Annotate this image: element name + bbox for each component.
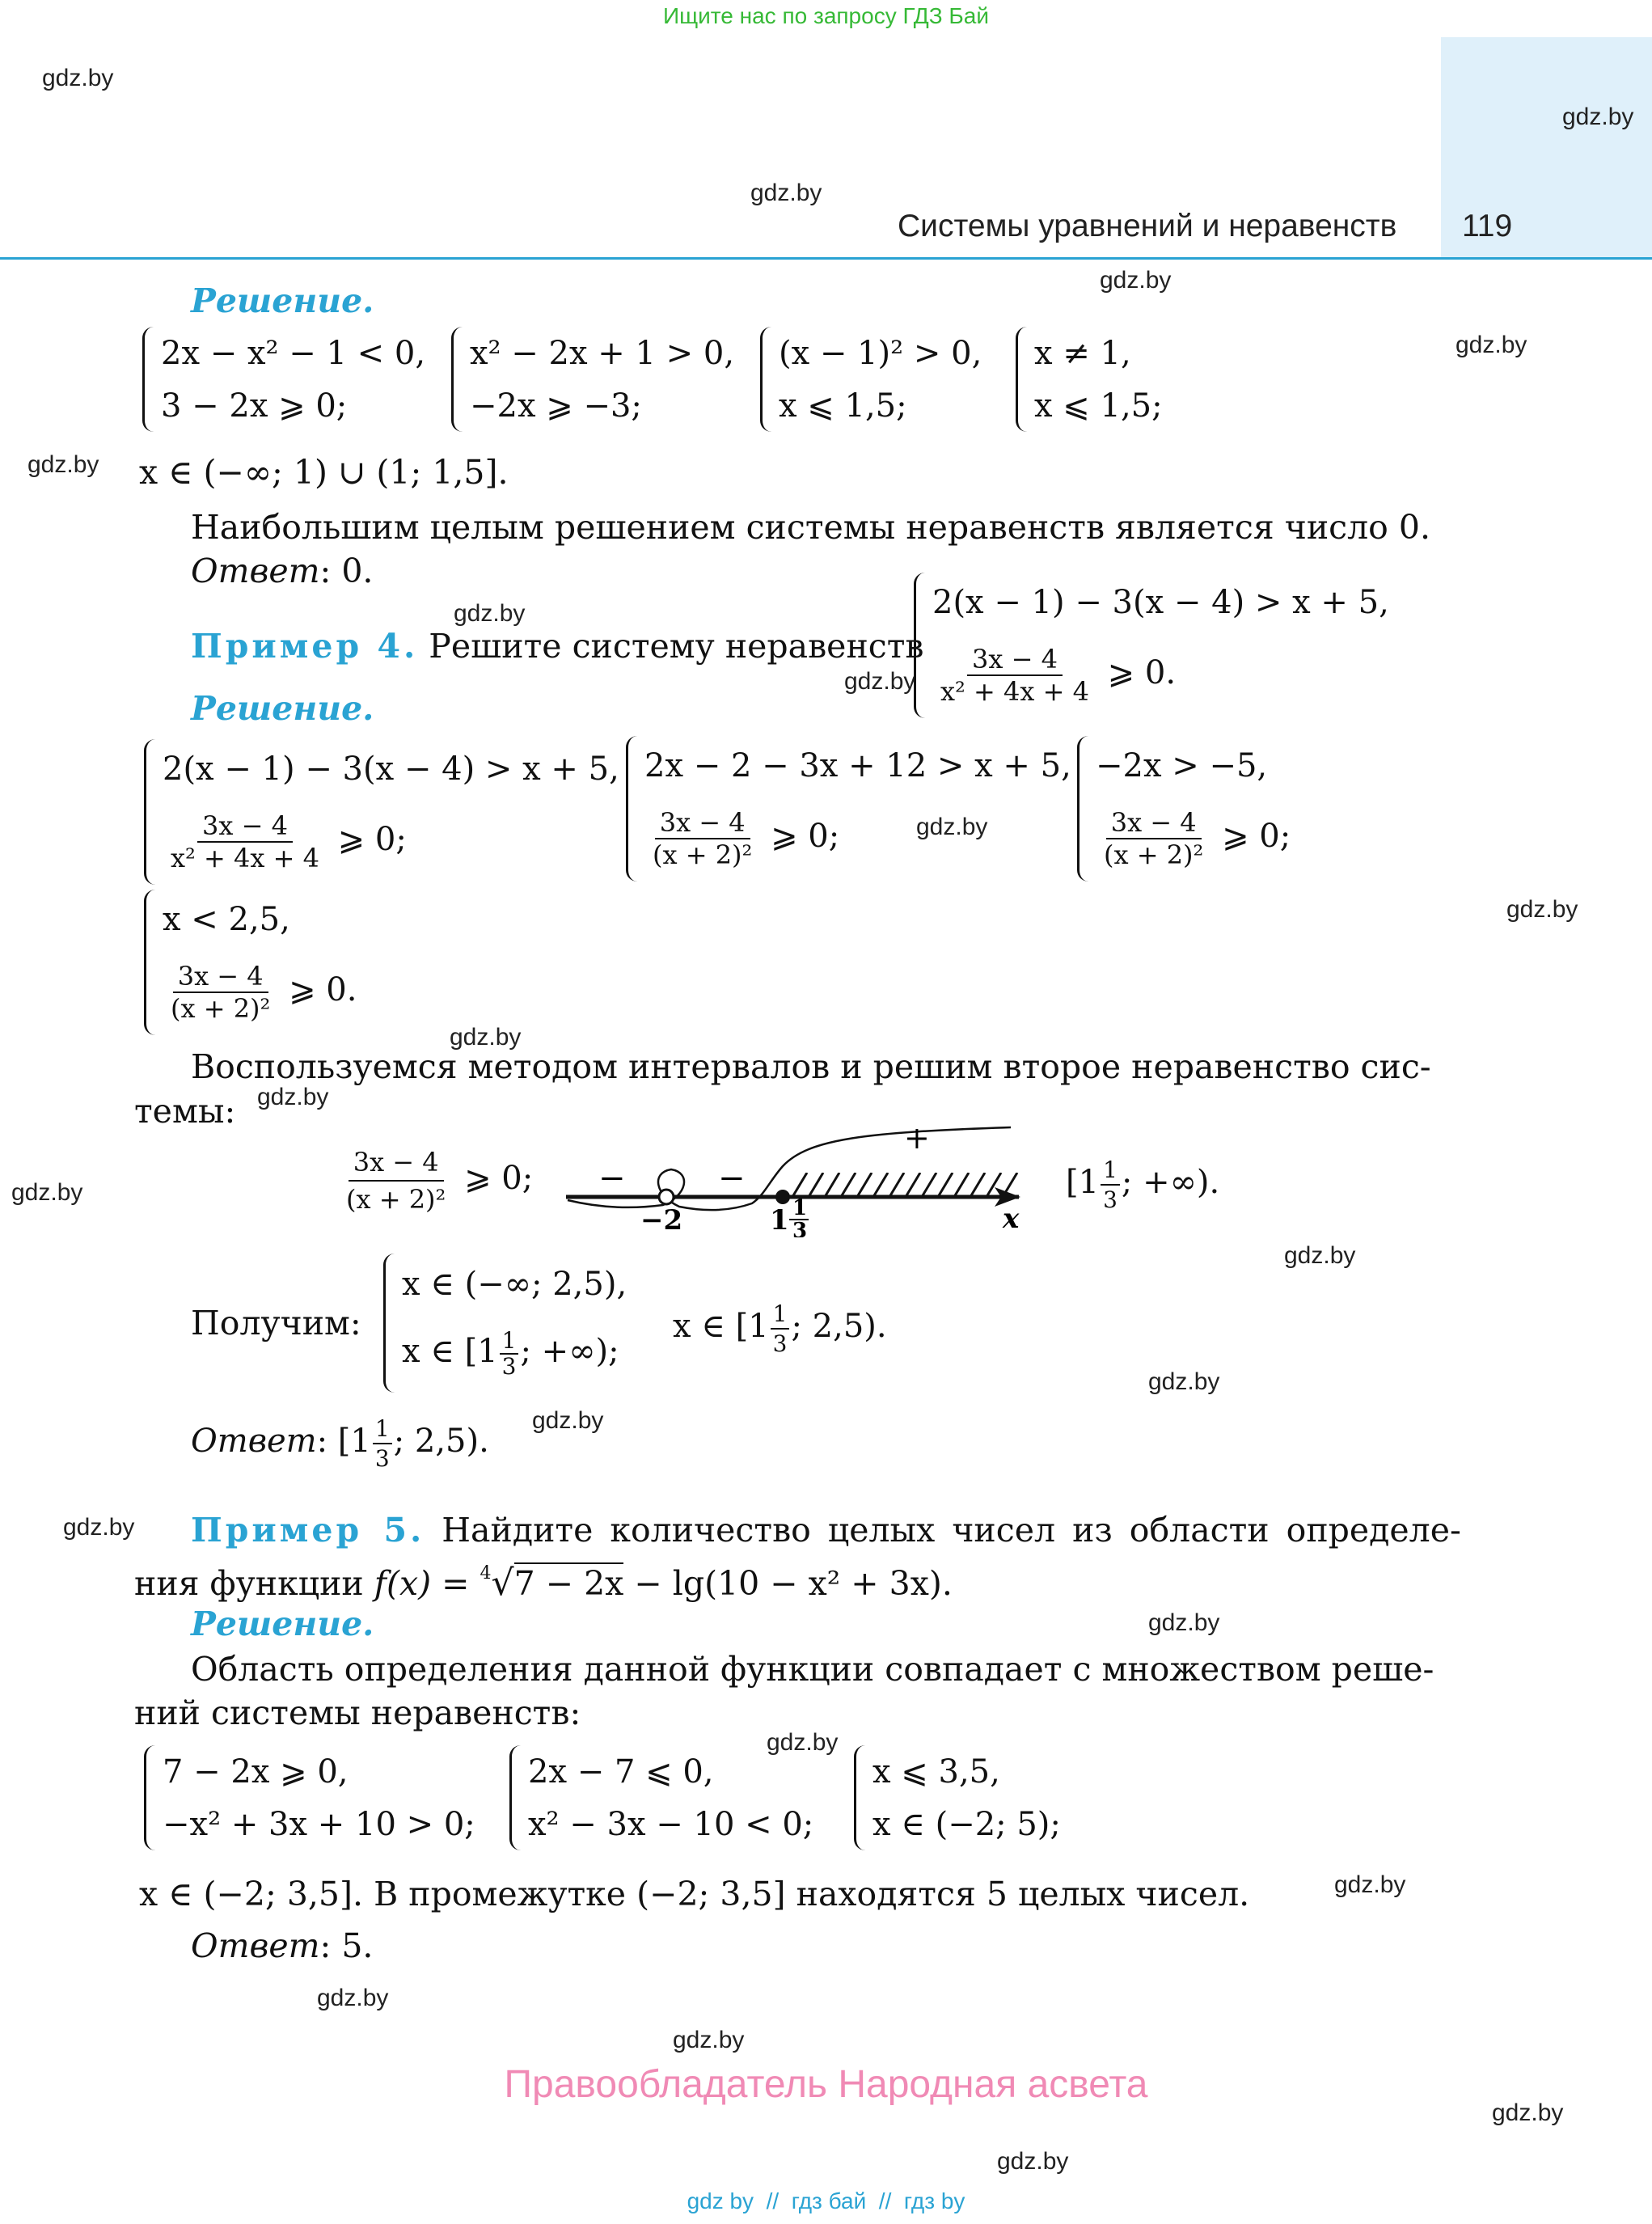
header-rule — [0, 257, 1652, 260]
system-ex3-4: x ≠ 1, x ⩽ 1,5; — [1016, 327, 1163, 432]
watermark: gdz.by — [11, 1179, 83, 1206]
copyright-notice: Правообладатель Народная асвета — [504, 2063, 1148, 2106]
solution-label: Решение. — [191, 689, 374, 728]
watermark: gdz.by — [1562, 104, 1634, 130]
system-ex5-1: 7 − 2x ⩾ 0, −x² + 3x + 10 > 0; — [144, 1745, 475, 1850]
watermark: gdz.by — [1492, 2099, 1564, 2126]
domain-text-line-1: Область определения данной функции совпадает с множеством реше- — [191, 1650, 1434, 1689]
answer-label: Ответ — [191, 1423, 317, 1460]
example-5-label: Пример 5. — [191, 1511, 425, 1550]
sign-minus-2: − — [718, 1160, 746, 1197]
point-1-1-3 — [775, 1190, 790, 1204]
point-label-den: 3 — [792, 1219, 808, 1237]
inequality-fraction: $\frac{3x - 4}{\text{(x + 2)²}}$ ⩾ 0; — [346, 1147, 534, 1215]
watermark: gdz.by — [1148, 1609, 1220, 1636]
system-ex4-task: 2(x − 1) − 3(x − 4) > x + 5, $\frac{3x - 4}{\text{x² + 4x + 4}}$ ⩾ 0. — [914, 573, 1389, 718]
watermark: gdz.by — [1148, 1368, 1220, 1395]
answer-line: Ответ: 5. — [191, 1926, 374, 1965]
conclusion-text: Наибольшим целым решением системы неравенств является число 0. — [191, 508, 1430, 547]
domain-text-line-2: ний системы неравенств: — [134, 1693, 581, 1732]
system-ex3-3: (x − 1)² > 0, x ⩽ 1,5; — [760, 327, 982, 432]
watermark: gdz.by — [27, 451, 99, 478]
watermark: gdz.by — [42, 65, 114, 91]
answer-line — [191, 552, 373, 590]
watermark: gdz.by — [997, 2148, 1069, 2175]
method-text-line-2: темы: — [134, 1092, 236, 1131]
system-ex3-2: x² − 2x + 1 > 0, −2x ⩾ −3; — [451, 327, 734, 432]
watermark: gdz.by — [454, 600, 526, 627]
system-ex4-2: 2x − 2 − 3x + 12 > x + 5, $\frac{3x - 4}{\text{(x + 2)²}}$ ⩾ 0; — [626, 736, 1071, 882]
answer-label: Ответ — [191, 552, 320, 590]
point-label-whole: 1 — [770, 1204, 789, 1237]
watermark: gdz.by — [63, 1514, 135, 1541]
page-number: 119 — [1462, 209, 1513, 243]
example-4-label: Пример 4. — [191, 627, 419, 666]
watermark: gdz.by — [317, 1985, 389, 2011]
combined-result: x ∈ [1 $\frac{1}{3}$ ; 2,5). — [673, 1300, 887, 1357]
watermark: gdz.by — [532, 1407, 604, 1434]
system-ex4-4: x < 2,5, $\frac{3x - 4}{\text{(x + 2)²}}$ ⩾ 0. — [144, 890, 357, 1035]
axis-variable: x — [1003, 1203, 1020, 1235]
system-ex4-3: −2x > −5, $\frac{3x - 4}{\text{(x + 2)²}}$ ⩾ 0; — [1077, 736, 1291, 882]
example-5-heading — [191, 1511, 1461, 1550]
answer-label: Ответ — [191, 1926, 320, 1965]
point-label-minus-2: −2 — [640, 1204, 683, 1237]
watermark: gdz.by — [1334, 1871, 1406, 1898]
interval-result: [1 $\frac{1}{3}$ ; +∞). — [1066, 1156, 1220, 1213]
solution-label: Решение. — [191, 1605, 374, 1643]
system-ex4-result: x ∈ (−∞; 2,5), x ∈ [1 $\frac{1}{3}$ ; +∞); — [383, 1254, 627, 1393]
obtain-label: Получим: — [191, 1304, 361, 1342]
chapter-title: Системы уравнений и неравенств — [898, 209, 1397, 243]
hatched-region — [792, 1173, 1017, 1197]
watermark: gdz.by — [844, 668, 916, 695]
watermark: gdz.by — [1100, 267, 1172, 294]
point-minus-2 — [659, 1190, 674, 1204]
watermark: gdz.by — [1284, 1242, 1356, 1269]
sign-plus: + — [904, 1120, 930, 1156]
watermark: gdz.by — [450, 1024, 522, 1051]
method-text-line-1: Воспользуемся методом интервалов и решим второе неравенство сис- — [191, 1047, 1431, 1086]
top-banner[interactable]: Ищите нас по запросу ГДЗ Бай — [662, 3, 990, 28]
watermark: gdz.by — [673, 2027, 745, 2053]
point-label-num: 1 — [792, 1196, 808, 1220]
system-ex3-1: 2x − x² − 1 < 0, 3 − 2x ⩾ 0; — [142, 327, 425, 432]
system-ex5-2: 2x − 7 ⩽ 0, x² − 3x − 10 < 0; — [509, 1745, 813, 1850]
example-5-task: Найдите количество целых чисел из области определе- — [442, 1511, 1461, 1550]
watermark: gdz.by — [750, 180, 822, 206]
interval-method-diagram — [558, 1108, 1043, 1237]
watermark: gdz.by — [1506, 896, 1578, 923]
example-5-task-line-2: ния функции f(x) = $^4$√7 − 2x − lg(10 − x² + 3x). — [134, 1562, 953, 1604]
solution-label: Решение. — [191, 281, 374, 320]
watermark: gdz.by — [916, 814, 988, 840]
watermark: gdz.by — [1456, 332, 1527, 358]
answer-line: Ответ: [1 $\frac{1}{3}$ ; 2,5). — [191, 1415, 489, 1472]
sign-minus-1: − — [598, 1160, 626, 1197]
solution-set: x ∈ (−∞; 1) ∪ (1; 1,5]. — [139, 453, 509, 492]
example-4-heading — [191, 627, 924, 666]
watermark: gdz.by — [767, 1729, 839, 1756]
system-ex5-3: x ⩽ 3,5, x ∈ (−2; 5); — [854, 1745, 1061, 1850]
system-ex4-1: 2(x − 1) − 3(x − 4) > x + 5, $\frac{3x - 4}{\text{x² + 4x + 4}}$ ⩾ 0; — [144, 739, 619, 885]
interval-result-text: x ∈ (−2; 3,5]. В промежутке (−2; 3,5] находятся 5 целых чисел. — [139, 1875, 1250, 1913]
bottom-links[interactable]: gdz by // гдз бай // гдз by — [687, 2188, 965, 2213]
watermark: gdz.by — [257, 1084, 329, 1110]
answer-value: : 0. — [319, 552, 374, 590]
example-4-task: Решите систему неравенств — [429, 627, 924, 666]
